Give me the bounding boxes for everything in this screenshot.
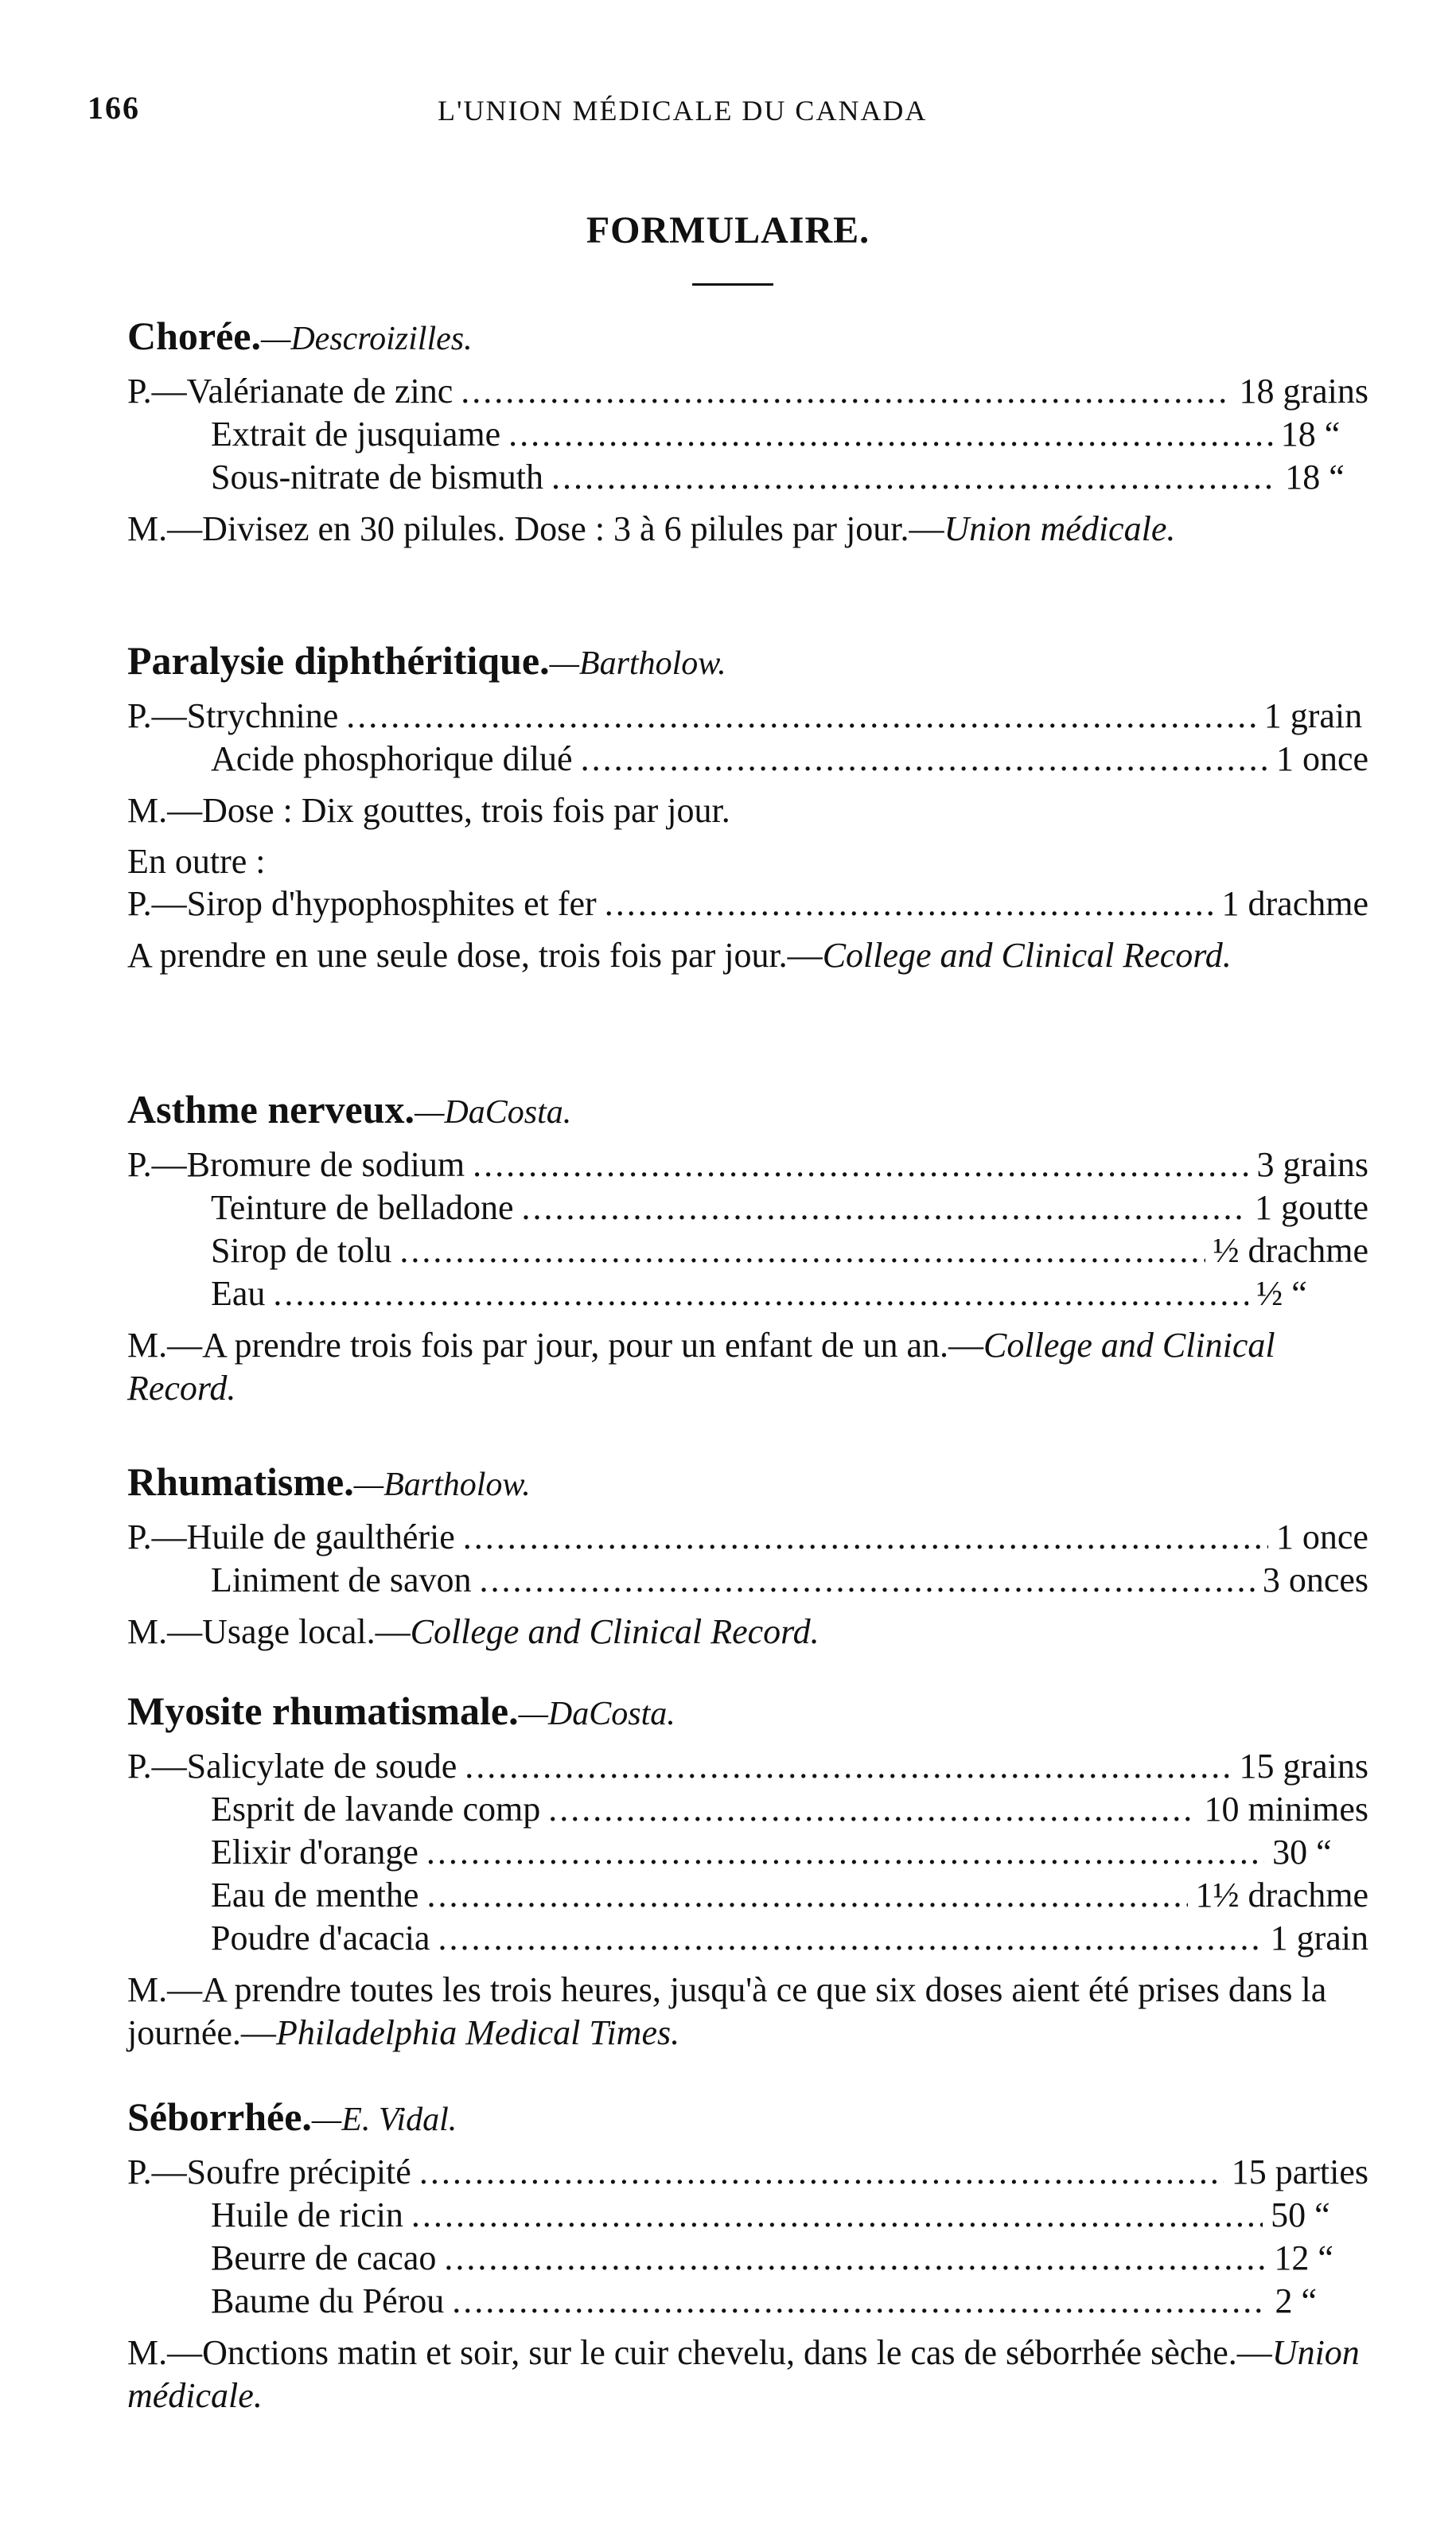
recipe-note <box>127 2331 1368 2417</box>
recipe-title: Rhumatisme. <box>127 1459 354 1504</box>
ingredient-quantity: 1 once <box>1275 1517 1368 1556</box>
note-text: A prendre en une seule dose, trois fois par jour.— <box>127 936 823 975</box>
note-source: Union médicale. <box>944 509 1176 548</box>
ingredient-line <box>127 1187 1368 1230</box>
ingredient-name: Huile de gaulthérie <box>186 1517 455 1556</box>
recipe-author: —E. Vidal. <box>311 2102 457 2138</box>
page-header <box>88 89 1042 137</box>
ingredient-name: Sous-nitrate de bismuth <box>211 458 543 497</box>
ingredient-line <box>127 1144 1368 1187</box>
recipe-heading <box>127 1458 1368 1509</box>
ingredient-line <box>127 2238 1368 2281</box>
note-source: College and Clinical Record. <box>410 1612 819 1651</box>
recipe-note <box>127 934 1368 977</box>
ingredient-line <box>127 1875 1368 1918</box>
leader-dots <box>426 1832 1264 1873</box>
ingredient-line <box>127 1517 1368 1560</box>
page-number: 166 <box>88 90 140 126</box>
ingredient-quantity: 15 parties <box>1231 2152 1368 2191</box>
ingredient-quantity: 1 once <box>1275 739 1368 778</box>
ingredient-quantity: ½ “ <box>1256 1274 1307 1313</box>
note-text: M.—Usage local.— <box>127 1612 411 1651</box>
prescription-mark: P.— <box>127 2152 187 2191</box>
note-text: En outre : <box>127 842 266 881</box>
recipe-title: Paralysie diphthéritique. <box>127 638 550 683</box>
note-text: M.—Divisez en 30 pilules. Dose : 3 à 6 pilules par jour.— <box>127 509 944 548</box>
leader-dots <box>438 1918 1262 1959</box>
ingredient-name: Huile de ricin <box>211 2195 403 2234</box>
recipe-note <box>127 1969 1368 2055</box>
leader-dots <box>465 1746 1231 1787</box>
ingredient-line <box>127 414 1368 457</box>
recipe-seborrhee <box>127 2093 1368 2417</box>
ingredient-line <box>127 1560 1368 1603</box>
ingredient-quantity: 1 drachme <box>1221 884 1368 923</box>
ingredient-line <box>127 2195 1368 2238</box>
note-text: M.—Dose : Dix gouttes, trois fois par jour. <box>127 791 730 830</box>
ingredient-name: Soufre précipité <box>186 2152 411 2191</box>
ingredient-line <box>127 1230 1368 1273</box>
recipe-author: —Descroizilles. <box>261 321 473 357</box>
recipe-heading <box>127 1085 1368 1136</box>
leader-dots <box>473 1144 1248 1186</box>
ingredient-quantity: 15 grains <box>1239 1747 1368 1786</box>
ingredient-quantity: 50 “ <box>1271 2195 1330 2234</box>
ingredient-line <box>127 1918 1368 1961</box>
ingredient-quantity: 2 “ <box>1275 2281 1317 2320</box>
recipe-note <box>127 508 1368 551</box>
leader-dots <box>411 2195 1263 2236</box>
recipe-title: Chorée. <box>127 314 261 358</box>
ingredient-quantity: 3 grains <box>1256 1145 1368 1184</box>
title-rule <box>692 283 773 286</box>
recipe-heading <box>127 2093 1368 2144</box>
ingredient-name: Teinture de belladone <box>211 1188 514 1227</box>
ingredient-name: Sirop de tolu <box>211 1231 392 1270</box>
note-source: College and Clinical Record. <box>822 936 1232 975</box>
note-text: M.—Onctions matin et soir, sur le cuir chevelu, dans le cas de séborrhée sèche.— <box>127 2333 1272 2372</box>
prescription-mark: P.— <box>127 884 187 923</box>
ingredient-name: Bromure de sodium <box>186 1145 465 1184</box>
note-text: M.—A prendre trois fois par jour, pour un enfant de un an.— <box>127 1326 984 1365</box>
leader-dots <box>399 1230 1205 1272</box>
ingredient-line <box>127 1789 1368 1832</box>
ingredient-name: Liniment de savon <box>211 1560 472 1599</box>
leader-dots <box>346 695 1256 737</box>
ingredient-quantity: 1 grain <box>1270 1919 1368 1958</box>
prescription-mark: P.— <box>127 1145 187 1184</box>
ingredient-name: Sirop d'hypophosphites et fer <box>186 884 597 923</box>
recipe-asthme <box>127 1085 1368 1410</box>
ingredient-quantity: 1 goutte <box>1255 1188 1368 1227</box>
leader-dots <box>463 1517 1268 1558</box>
leader-dots <box>426 1875 1187 1916</box>
ingredient-name: Extrait de jusquiame <box>211 415 501 454</box>
recipe-paralysie <box>127 637 1368 977</box>
ingredient-quantity: 18 “ <box>1285 458 1345 497</box>
leader-dots <box>548 1789 1196 1830</box>
recipe-heading <box>127 1687 1368 1738</box>
ingredient-quantity: ½ drachme <box>1213 1231 1368 1270</box>
ingredient-name: Elixir d'orange <box>211 1833 419 1872</box>
prescription-mark: P.— <box>127 1747 187 1786</box>
ingredient-line <box>127 2281 1368 2324</box>
ingredient-quantity: 1 grain <box>1263 696 1363 735</box>
ingredient-line <box>127 1832 1368 1875</box>
note-source: College and Clinical Record. <box>127 1326 1275 1408</box>
ingredient-name: Poudre d'acacia <box>211 1919 430 1958</box>
note-source: Union médicale. <box>127 2333 1360 2415</box>
recipe-author: —DaCosta. <box>415 1094 572 1131</box>
recipe-author: —Bartholow. <box>353 1467 531 1503</box>
recipe-author: —Bartholow. <box>549 645 726 682</box>
recipe-note <box>127 789 1368 832</box>
leader-dots <box>419 2152 1224 2193</box>
recipe-title: Myosite rhumatismale. <box>127 1689 519 1733</box>
prescription-mark: P.— <box>127 1517 187 1556</box>
recipe-note <box>127 840 1368 883</box>
ingredient-quantity: 30 “ <box>1272 1833 1332 1872</box>
ingredient-quantity: 3 onces <box>1262 1560 1368 1599</box>
ingredient-name: Strychnine <box>186 696 339 735</box>
ingredient-line <box>127 371 1368 414</box>
ingredient-line <box>127 883 1368 926</box>
ingredient-line <box>127 457 1368 500</box>
ingredient-line <box>127 695 1368 738</box>
page-title: FORMULAIRE. <box>586 209 870 251</box>
leader-dots <box>461 371 1231 412</box>
recipe-title: Séborrhée. <box>127 2094 312 2139</box>
ingredient-line <box>127 738 1368 781</box>
ingredient-quantity: 18 grains <box>1239 372 1368 411</box>
ingredient-name: Acide phosphorique dilué <box>211 739 573 778</box>
leader-dots <box>551 457 1277 498</box>
recipe-myosite <box>127 1687 1368 2055</box>
note-text: M.—A prendre toutes les trois heures, jusqu'à ce que six doses aient été prises dans la journée.— <box>127 1970 1327 2052</box>
ingredient-name: Baume du Pérou <box>211 2281 445 2320</box>
ingredient-name: Esprit de lavande comp <box>211 1790 541 1829</box>
running-head: L'UNION MÉDICALE DU CANADA <box>438 95 928 127</box>
prescription-mark: P.— <box>127 372 187 411</box>
leader-dots <box>605 883 1214 925</box>
leader-dots <box>522 1187 1247 1229</box>
recipe-note <box>127 1611 1368 1654</box>
leader-dots <box>581 738 1268 780</box>
ingredient-line <box>127 1746 1368 1789</box>
recipe-note <box>127 1324 1368 1410</box>
recipe-chorée <box>127 312 1368 551</box>
leader-dots <box>273 1273 1248 1315</box>
leader-dots <box>480 1560 1255 1601</box>
ingredient-quantity: 18 “ <box>1280 415 1341 454</box>
ingredient-name: Valérianate de zinc <box>186 372 454 411</box>
leader-dots <box>452 2281 1267 2322</box>
ingredient-name: Salicylate de soude <box>186 1747 457 1786</box>
leader-dots <box>508 414 1273 455</box>
ingredient-quantity: 1½ drachme <box>1195 1876 1368 1915</box>
ingredient-quantity: 12 “ <box>1274 2238 1333 2277</box>
prescription-mark: P.— <box>127 696 187 735</box>
note-source: Philadelphia Medical Times. <box>275 2013 680 2052</box>
recipe-heading <box>127 312 1368 363</box>
leader-dots <box>444 2238 1266 2279</box>
ingredient-name: Eau <box>211 1274 266 1313</box>
ingredient-name: Beurre de cacao <box>211 2238 437 2277</box>
ingredient-quantity: 10 minimes <box>1204 1790 1368 1829</box>
recipe-title: Asthme nerveux. <box>127 1087 415 1132</box>
ingredient-line <box>127 2152 1368 2195</box>
recipe-rhumatisme <box>127 1458 1368 1654</box>
recipe-heading <box>127 637 1368 688</box>
ingredient-line <box>127 1273 1368 1316</box>
ingredient-name: Eau de menthe <box>211 1876 419 1915</box>
recipe-author: —DaCosta. <box>518 1696 675 1732</box>
